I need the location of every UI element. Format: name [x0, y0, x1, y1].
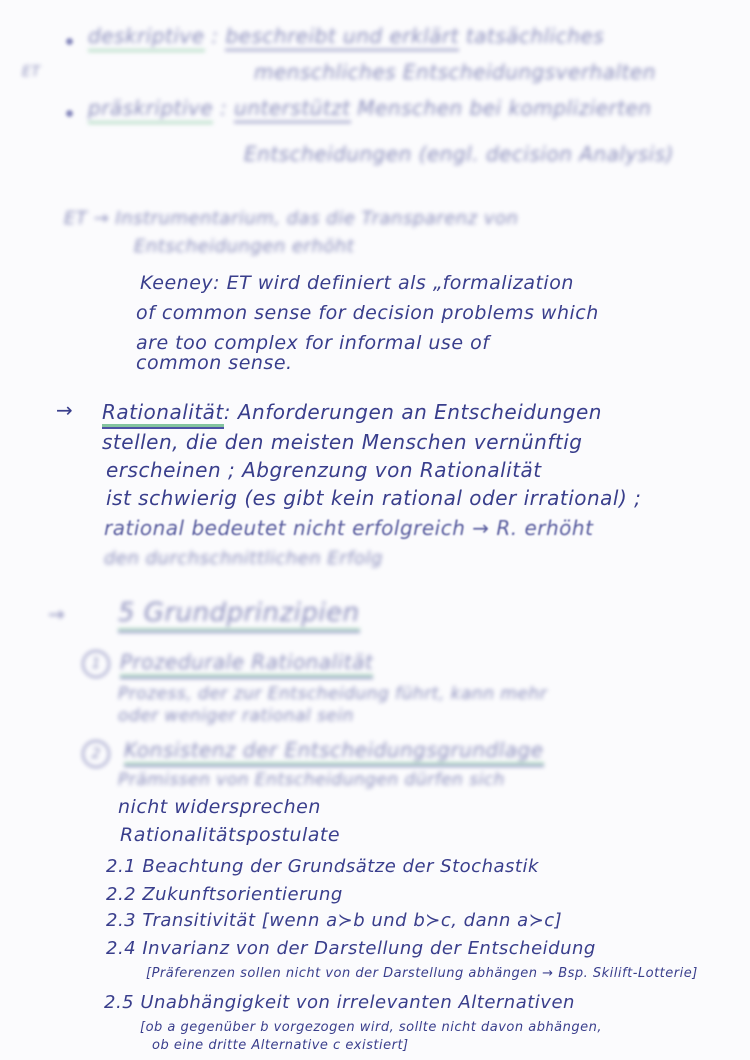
descriptive-term: deskriptive: [88, 24, 205, 52]
arrow-icon: →: [56, 398, 74, 422]
bullet-dot: [66, 38, 73, 45]
keeney-line3: are too complex for informal use of: [136, 332, 490, 354]
prescriptive-term: präskriptive: [88, 96, 213, 124]
et-line1: ET → Instrumentarium, das die Transparenz von: [64, 208, 519, 229]
keeney-line4: common sense.: [136, 352, 293, 374]
keeney-line2: of common sense for decision problems which: [136, 302, 599, 324]
subitem-2-5-note2: ob eine dritte Alternative c existiert]: [152, 1038, 409, 1053]
prescriptive-definition: unterstützt: [234, 96, 350, 123]
subitem-2-5: 2.5 Unabhängigkeit von irrelevanten Alternativen: [104, 992, 575, 1013]
number-circle-icon: 1: [82, 650, 110, 678]
item2-line1: Prämissen von Entscheidungen dürfen sich: [118, 770, 505, 790]
subitem-2-4: 2.4 Invarianz von der Darstellung der Entscheidung: [106, 938, 596, 959]
subitem-2-5-note1: [ob a gegenüber b vorgezogen wird, sollte nicht davon abhängen,: [140, 1020, 603, 1035]
item2-line3: Rationalitätspostulate: [120, 824, 341, 846]
keeney-line1: Keeney: ET wird definiert als „formalization: [140, 272, 574, 294]
rationality-term: Rationalität: [102, 400, 224, 427]
arrow-icon: →: [48, 602, 66, 626]
item2-title: Konsistenz der Entscheidungsgrundlage: [124, 738, 544, 762]
rationality-line1: Rationalität: Anforderungen an Entscheidungen: [102, 400, 602, 424]
rationality-line5: rational bedeutet nicht erfolgreich → R. erhöht: [104, 516, 594, 540]
rationality-line4: ist schwierig (es gibt kein rational oder irrational) ;: [106, 486, 642, 510]
subitem-2-4-note: [Präferenzen sollen nicht von der Darstellung abhängen → Bsp. Skilift-Lotterie]: [146, 966, 698, 981]
margin-label: ET: [22, 64, 41, 80]
bullet1-line1: deskriptive : beschreibt und erklärt tatsächliches: [88, 24, 604, 48]
item1-line1: Prozess, der zur Entscheidung führt, kann mehr: [118, 684, 548, 704]
subitem-2-2: 2.2 Zukunftsorientierung: [106, 884, 343, 905]
item2-line2: nicht widersprechen: [118, 796, 321, 818]
subitem-2-3: 2.3 Transitivität [wenn a≻b und b≻c, dann a≻c]: [106, 910, 563, 931]
rationality-line3: erscheinen ; Abgrenzung von Rationalität: [106, 458, 542, 482]
item1-line2: oder weniger rational sein: [118, 706, 354, 726]
rationality-line2: stellen, die den meisten Menschen vernünftig: [102, 430, 583, 454]
bullet1-line2: menschliches Entscheidungsverhalten: [254, 60, 656, 84]
principles-heading: 5 Grundprinzipien: [118, 598, 360, 628]
rationality-line6: den durchschnittlichen Erfolg: [104, 548, 383, 569]
number-circle-icon: 2: [82, 740, 110, 768]
item1-title: Prozedurale Rationalität: [120, 650, 373, 674]
bullet2-line2: Entscheidungen (engl. decision Analysis): [244, 142, 674, 166]
descriptive-definition: beschreibt und erklärt: [225, 24, 458, 51]
subitem-2-1: 2.1 Beachtung der Grundsätze der Stochastik: [106, 856, 539, 877]
bullet-dot: [66, 110, 73, 117]
bullet2-line1: präskriptive : unterstützt Menschen bei komplizierten: [88, 96, 651, 120]
et-line2: Entscheidungen erhöht: [134, 236, 355, 257]
